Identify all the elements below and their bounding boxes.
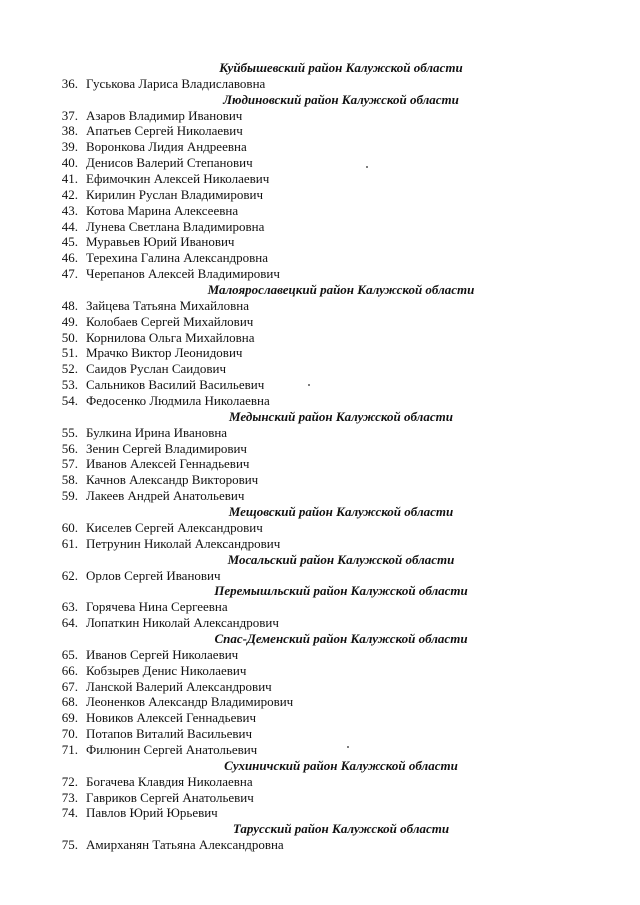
- entry-number: 38.: [61, 123, 78, 139]
- entry-number: 46.: [61, 250, 78, 266]
- entry-number: 44.: [61, 218, 78, 234]
- section-heading: Медынский район Калужской области: [229, 408, 453, 424]
- entry-number: 75.: [61, 837, 78, 853]
- entry-name: Лакеев Андрей Анатольевич: [86, 488, 245, 504]
- entry-name: Корнилова Ольга Михайловна: [86, 329, 255, 345]
- entry-name: Ефимочкин Алексей Николаевич: [86, 171, 270, 187]
- entry-name: Котова Марина Алексеевна: [86, 202, 239, 218]
- list-item: [0, 219, 640, 235]
- list-item: [0, 599, 640, 615]
- list-item: [0, 679, 640, 695]
- entry-name: Азаров Владимир Иванович: [86, 107, 243, 123]
- list-item: [0, 536, 640, 552]
- section-heading: Тарусский район Калужской области: [232, 821, 450, 837]
- list-item: [0, 663, 640, 679]
- entry-name: Качнов Александр Викторович: [86, 472, 259, 488]
- list-item: [0, 790, 640, 806]
- scan-speck: [366, 166, 368, 168]
- entry-name: Ланской Валерий Александрович: [86, 678, 272, 694]
- entry-number: 55.: [61, 424, 78, 440]
- entry-number: 37.: [61, 107, 78, 123]
- entry-name: Лопаткин Николай Александрович: [86, 615, 279, 631]
- entry-name: Сальников Василий Васильевич: [86, 377, 265, 393]
- document-page: [0, 60, 640, 853]
- entry-name: Филюнин Сергей Анатольевич: [86, 741, 258, 757]
- entry-name: Иванов Алексей Геннадьевич: [86, 456, 250, 472]
- section-heading: Сухиничский район Калужской области: [224, 757, 458, 773]
- entry-number: 71.: [61, 741, 78, 757]
- list-item: [0, 837, 640, 853]
- entry-number: 48.: [61, 297, 78, 313]
- entry-name: Денисов Валерий Степанович: [86, 155, 253, 171]
- list-item: [0, 266, 640, 282]
- entry-number: 40.: [61, 155, 78, 171]
- list-item: [0, 250, 640, 266]
- entry-number: 60.: [61, 519, 78, 535]
- section-heading: Перемышльский район Калужской области: [214, 583, 468, 599]
- entry-name: Богачева Клавдия Николаевна: [86, 773, 253, 789]
- list-item: [0, 234, 640, 250]
- list-item: [0, 456, 640, 472]
- list-item: [0, 568, 640, 584]
- entry-number: 61.: [61, 535, 78, 551]
- entry-number: 62.: [61, 567, 78, 583]
- entry-number: 64.: [61, 615, 78, 631]
- entry-name: Петрунин Николай Александрович: [86, 535, 281, 551]
- entry-name: Муравьев Юрий Иванович: [86, 234, 235, 250]
- section-heading: Людиновский район Калужской области: [223, 91, 459, 107]
- list-item: [0, 520, 640, 536]
- entry-name: Федосенко Людмила Николаевна: [86, 393, 270, 409]
- entry-number: 65.: [61, 646, 78, 662]
- section-heading: Куйбышевский район Калужской области: [219, 60, 463, 75]
- list-item: [0, 425, 640, 441]
- list-item: [0, 203, 640, 219]
- entry-name: Гуськова Лариса Владиславовна: [86, 75, 266, 91]
- list-item: [0, 441, 640, 457]
- entry-name: Иванов Сергей Николаевич: [86, 646, 239, 662]
- entry-number: 63.: [61, 599, 78, 615]
- entry-number: 50.: [61, 329, 78, 345]
- entry-number: 53.: [61, 377, 78, 393]
- list-item: [0, 139, 640, 155]
- entry-name: Кобзырев Денис Николаевич: [86, 662, 247, 678]
- entry-number: 69.: [61, 710, 78, 726]
- entry-number: 56.: [61, 440, 78, 456]
- entry-name: Апатьев Сергей Николаевич: [86, 123, 243, 139]
- list-item: [0, 393, 640, 409]
- section-heading: Малоярославецкий район Калужской области: [207, 282, 475, 298]
- entry-number: 42.: [61, 186, 78, 202]
- list-item: [0, 345, 640, 361]
- entry-number: 43.: [61, 202, 78, 218]
- list-item: [0, 377, 640, 393]
- list-item: [0, 361, 640, 377]
- list-item: [0, 330, 640, 346]
- entry-number: 52.: [61, 361, 78, 377]
- list-item: [0, 108, 640, 124]
- list-item: [0, 710, 640, 726]
- scan-speck: [308, 384, 310, 386]
- list-item: [0, 726, 640, 742]
- entry-name: Павлов Юрий Юрьевич: [86, 805, 218, 821]
- entry-name: Кирилин Руслан Владимирович: [86, 186, 264, 202]
- entry-number: 58.: [61, 472, 78, 488]
- entry-name: Зенин Сергей Владимирович: [86, 440, 247, 456]
- list-item: [0, 123, 640, 139]
- entry-name: Колобаев Сергей Михайлович: [86, 313, 254, 329]
- entry-name: Булкина Ирина Ивановна: [86, 424, 228, 440]
- entry-number: 47.: [61, 266, 78, 282]
- entry-number: 41.: [61, 171, 78, 187]
- entry-name: Горячева Нина Сергеевна: [86, 599, 228, 615]
- list-item: [0, 774, 640, 790]
- list-item: [0, 647, 640, 663]
- entry-number: 57.: [61, 456, 78, 472]
- list-item: [0, 805, 640, 821]
- entry-number: 72.: [61, 773, 78, 789]
- list-item: [0, 155, 640, 171]
- list-item: [0, 742, 640, 758]
- entry-number: 68.: [61, 694, 78, 710]
- entry-number: 74.: [61, 805, 78, 821]
- entry-number: 70.: [61, 726, 78, 742]
- entry-name: Зайцева Татьяна Михайловна: [86, 297, 249, 313]
- entry-name: Амирханян Татьяна Александровна: [86, 837, 284, 853]
- entry-number: 51.: [61, 345, 78, 361]
- list-item: [0, 314, 640, 330]
- entry-number: 67.: [61, 678, 78, 694]
- entry-number: 45.: [61, 234, 78, 250]
- entry-number: 49.: [61, 313, 78, 329]
- list-item: [0, 187, 640, 203]
- entry-number: 54.: [61, 393, 78, 409]
- list-item: [0, 76, 640, 92]
- entry-name: Воронкова Лидия Андреевна: [86, 139, 247, 155]
- entry-name: Киселев Сергей Александрович: [86, 519, 263, 535]
- list-item: [0, 694, 640, 710]
- section-heading: Спас-Деменский район Калужской области: [214, 630, 468, 646]
- entry-name: Гавриков Сергей Анатольевич: [86, 789, 254, 805]
- entry-name: Орлов Сергей Иванович: [86, 567, 221, 583]
- entry-number: 73.: [61, 789, 78, 805]
- list-item: [0, 298, 640, 314]
- entry-number: 39.: [61, 139, 78, 155]
- section-heading: Мещовский район Калужской области: [228, 504, 454, 520]
- entry-number: 59.: [61, 488, 78, 504]
- entry-name: Потапов Виталий Васильевич: [86, 726, 252, 742]
- list-item: [0, 472, 640, 488]
- scan-speck: [347, 746, 349, 748]
- entry-number: 36.: [61, 75, 78, 91]
- section-heading: Мосальский район Калужской области: [227, 551, 455, 567]
- entry-name: Лунева Светлана Владимировна: [86, 218, 265, 234]
- entry-number: 66.: [61, 662, 78, 678]
- entry-name: Терехина Галина Александровна: [86, 250, 269, 266]
- entry-name: Мрачко Виктор Леонидович: [86, 345, 243, 361]
- entry-name: Леоненков Александр Владимирович: [86, 694, 294, 710]
- list-item: [0, 171, 640, 187]
- entry-name: Черепанов Алексей Владимирович: [86, 266, 280, 282]
- list-item: [0, 488, 640, 504]
- entry-name: Новиков Алексей Геннадьевич: [86, 710, 256, 726]
- list-item: [0, 615, 640, 631]
- entry-name: Саидов Руслан Саидович: [86, 361, 227, 377]
